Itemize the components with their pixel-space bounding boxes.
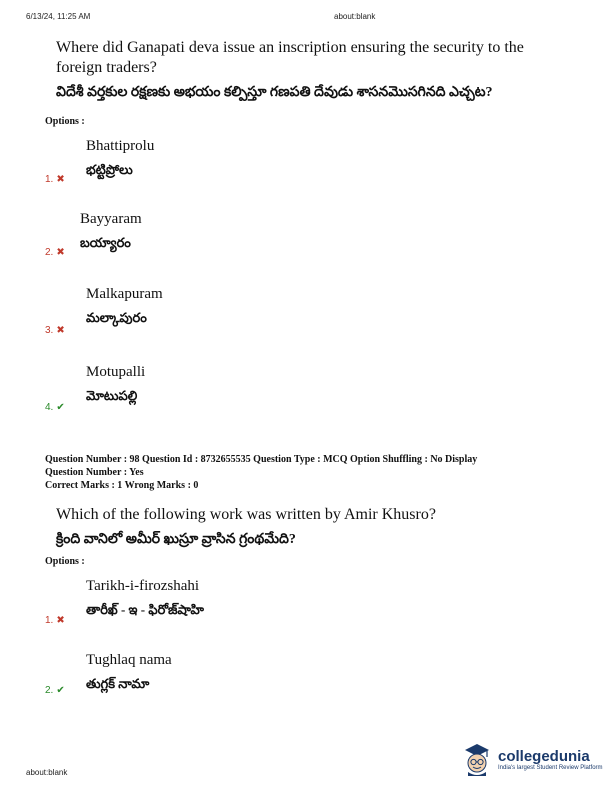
option-number: 3. bbox=[45, 325, 54, 336]
cross-icon: ✖ bbox=[56, 325, 65, 336]
option-3-marker bbox=[45, 325, 65, 336]
cross-icon: ✖ bbox=[56, 615, 65, 626]
option-1-en: Bhattiprolu bbox=[86, 138, 155, 154]
q98-option-1-marker bbox=[45, 615, 65, 626]
option-1-te: భట్టిప్రోలు bbox=[86, 162, 133, 177]
option-3-en: Malkapuram bbox=[86, 286, 163, 302]
logo-tagline: India's largest Student Review Platform bbox=[498, 764, 603, 771]
options-label: Options : bbox=[45, 116, 85, 127]
option-4-marker bbox=[45, 402, 65, 413]
option-number: 4. bbox=[45, 402, 54, 413]
meta-line-3: Correct Marks : 1 Wrong Marks : 0 bbox=[45, 480, 199, 491]
q98-option-2-te: తుగ్లక్ నామా bbox=[86, 676, 150, 691]
option-2-marker bbox=[45, 247, 65, 258]
option-number: 2. bbox=[45, 685, 54, 696]
meta-line-2: Question Number : Yes bbox=[45, 467, 144, 478]
option-number: 1. bbox=[45, 174, 54, 185]
collegedunia-logo bbox=[462, 742, 603, 776]
cross-icon: ✖ bbox=[56, 174, 65, 185]
option-2-te: బయ్యారం bbox=[80, 235, 131, 250]
option-1-marker bbox=[45, 174, 65, 185]
q98-option-1-en: Tarikh-i-firozshahi bbox=[86, 578, 200, 594]
check-icon: ✔ bbox=[56, 402, 65, 413]
cross-icon: ✖ bbox=[56, 247, 65, 258]
check-icon: ✔ bbox=[56, 685, 65, 696]
question-98-text-te: క్రింది వానిలో అమీర్ ఖుస్రూ వ్రాసిన గ్రంథమేది? bbox=[56, 532, 296, 547]
option-number: 1. bbox=[45, 615, 54, 626]
print-url: about:blank bbox=[334, 12, 376, 21]
option-4-en: Motupalli bbox=[86, 364, 146, 380]
question-98-text-en: Which of the following work was written by Amir Khusro? bbox=[56, 506, 436, 523]
options-label: Options : bbox=[45, 556, 85, 567]
logo-text bbox=[498, 748, 603, 771]
q98-option-2-marker bbox=[45, 685, 65, 696]
question-98-meta bbox=[45, 453, 477, 492]
option-3-te: మల్కాపురం bbox=[86, 310, 147, 325]
logo-name: collegedunia bbox=[498, 747, 590, 765]
footer-url: about:blank bbox=[26, 768, 68, 777]
option-4-te: మోటుపల్లి bbox=[86, 388, 138, 403]
option-2-en: Bayyaram bbox=[80, 211, 142, 227]
question-97-text-te: విదేశీ వర్తకుల రక్షణకు అభయం కల్పిస్తూ గణపతి దేవుడు శాసనమొసగినది ఎచ్చట? bbox=[56, 85, 493, 100]
graduate-face-icon bbox=[462, 742, 492, 776]
option-number: 2. bbox=[45, 247, 54, 258]
q98-option-2-en: Tughlaq nama bbox=[86, 652, 172, 668]
question-97-text-en: Where did Ganapati deva issue an inscription ensuring the security to the foreign traders? bbox=[56, 39, 524, 76]
print-timestamp: 6/13/24, 11:25 AM bbox=[26, 12, 91, 21]
q98-option-1-te: తారీఖ్ - ఇ - ఫిరోజ్‌షాహి bbox=[86, 602, 204, 617]
meta-line-1: Question Number : 98 Question Id : 8732655535 Question Type : MCQ Option Shuffling : No Display bbox=[45, 454, 478, 465]
